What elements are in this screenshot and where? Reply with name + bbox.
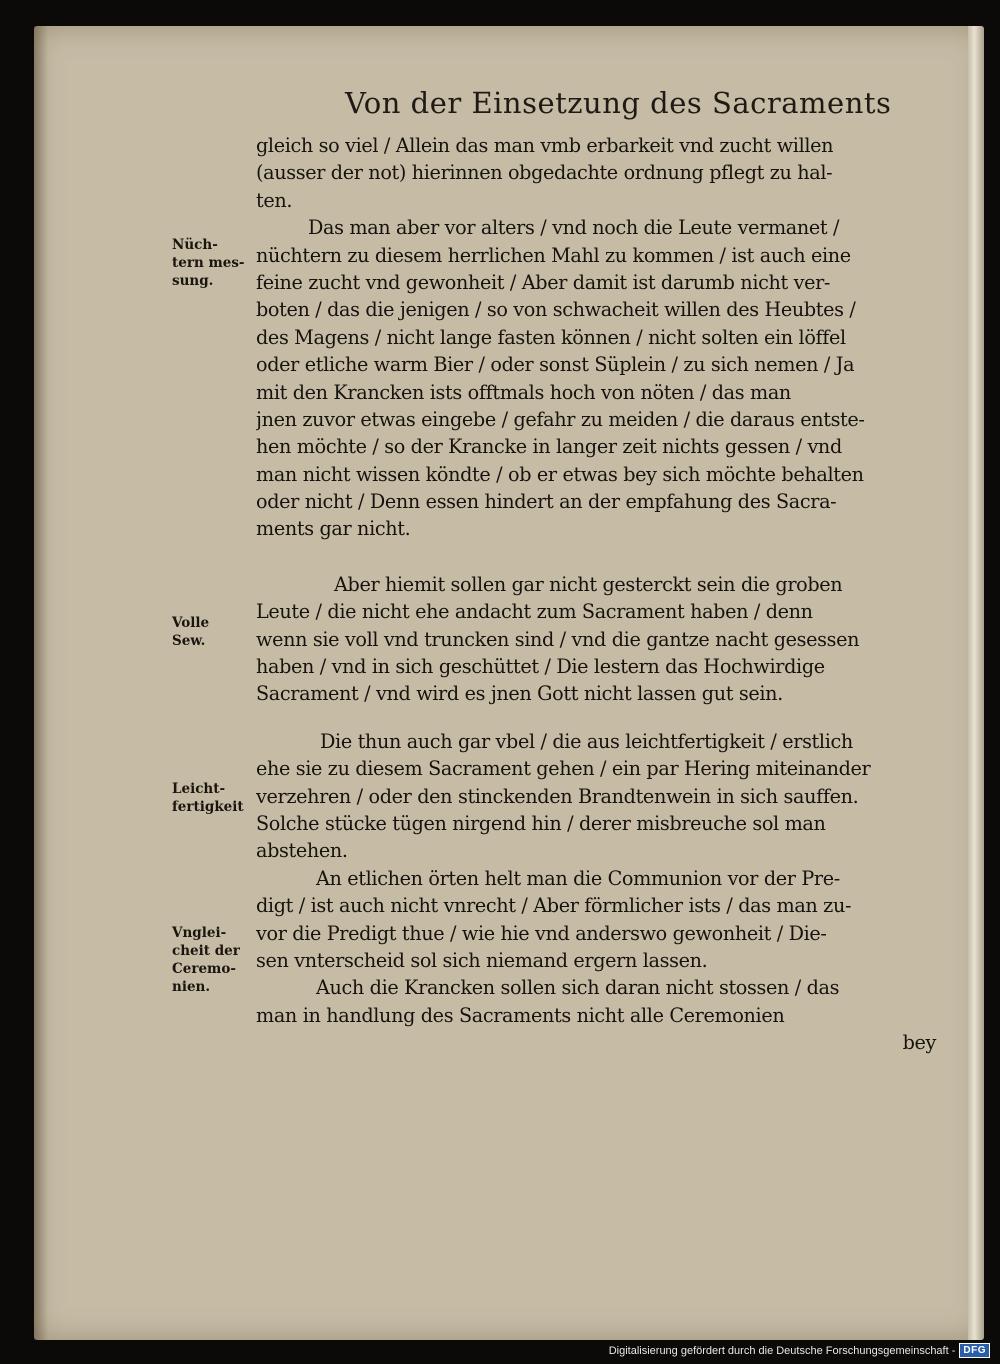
margin-note-line: Sew. bbox=[172, 633, 206, 649]
text-line: digt / ist auch nicht vnrecht / Aber förmlicher ists / das man zu- bbox=[256, 894, 852, 918]
margin-note-line: nien. bbox=[172, 979, 211, 995]
text-line: verzehren / oder den stinckenden Brandtenwein in sich sauffen. bbox=[256, 784, 859, 808]
margin-note-line: fertigkeit bbox=[172, 799, 244, 815]
margin-note-line: tern mes- bbox=[172, 255, 245, 271]
credit-text: Digitalisierung gefördert durch die Deutsche Forschungsgemeinschaft - bbox=[608, 1344, 956, 1357]
text-line: vor die Predigt thue / wie hie vnd anderswo gewonheit / Die- bbox=[256, 921, 827, 945]
gutter-shadow bbox=[34, 26, 48, 1340]
text-line: ehe sie zu diesem Sacrament gehen / ein par Hering miteinander bbox=[256, 757, 871, 781]
text-line: Solche stücke tügen nirgend hin / derer misbreuche sol man bbox=[256, 811, 826, 835]
text-line: mit den Krancken ists offtmals hoch von nöten / das man bbox=[256, 380, 791, 404]
text-line: jnen zuvor etwas eingebe / gefahr zu meiden / die daraus entste- bbox=[256, 407, 865, 431]
margin-note-leichtfertigkeit bbox=[172, 780, 262, 816]
text-line: wenn sie voll vnd truncken sind / vnd die gantze nacht gesessen bbox=[256, 627, 860, 651]
margin-note-volle-sew bbox=[172, 614, 262, 650]
margin-note-line: Ceremo- bbox=[172, 961, 236, 977]
body-text bbox=[256, 132, 938, 1057]
text-line: oder etliche warm Bier / oder sonst Süplein / zu sich nemen / Ja bbox=[256, 353, 855, 377]
text-line: hen möchte / so der Krancke in langer zeit nichts gessen / vnd bbox=[256, 435, 842, 459]
text-line: ments gar nicht. bbox=[256, 517, 411, 541]
text-line: feine zucht vnd gewonheit / Aber damit ist darumb nicht ver- bbox=[256, 270, 831, 294]
text-line: abstehen. bbox=[256, 839, 348, 863]
page-edge bbox=[968, 26, 984, 1340]
text-line: des Magens / nicht lange fasten können / nicht solten ein löffel bbox=[256, 325, 846, 349]
paragraph-start-line: Das man aber vor alters / vnd noch die Leute vermanet / bbox=[308, 216, 840, 240]
margin-note-nuechtern bbox=[172, 236, 262, 290]
text-line: haben / vnd in sich geschüttet / Die lestern das Hochwirdige bbox=[256, 655, 825, 679]
text-line: oder nicht / Denn essen hindert an der empfahung des Sacra- bbox=[256, 490, 837, 514]
paragraph-start-line: Auch die Krancken sollen sich daran nicht stossen / das bbox=[316, 976, 840, 1000]
dfg-logo-icon: DFG bbox=[959, 1343, 990, 1358]
text-line: boten / das die jenigen / so von schwacheit willen des Heubtes / bbox=[256, 298, 856, 322]
text-line: man nicht wissen köndte / ob er etwas bey sich möchte behalten bbox=[256, 462, 864, 486]
text-line: sen vnterscheid sol sich niemand ergern lassen. bbox=[256, 948, 708, 972]
paragraph-start-line: Aber hiemit sollen gar nicht gesterckt sein die groben bbox=[334, 572, 843, 596]
margin-note-line: Vnglei- bbox=[172, 925, 227, 941]
text-line: ten. bbox=[256, 188, 293, 212]
digitization-credit bbox=[609, 1343, 990, 1358]
margin-note-line: Volle bbox=[172, 615, 210, 631]
margin-note-ungleichheit bbox=[172, 924, 262, 996]
text-line: Sacrament / vnd wird es jnen Gott nicht lassen gut sein. bbox=[256, 682, 783, 706]
paragraph-start-line: An etlichen örten helt man die Communion vor der Pre- bbox=[316, 866, 840, 890]
margin-note-line: Leicht- bbox=[172, 781, 226, 797]
margin-note-line: cheit der bbox=[172, 943, 240, 959]
paragraph-start-line: Die thun auch gar vbel / die aus leichtfertigkeit / erstlich bbox=[320, 729, 853, 753]
margin-note-line: sung. bbox=[172, 273, 214, 289]
catchword: bey bbox=[902, 1031, 936, 1055]
text-line: (ausser der not) hierinnen obgedachte ordnung pflegt zu hal- bbox=[256, 161, 833, 185]
text-line: gleich so viel / Allein das man vmb erbarkeit vnd zucht willen bbox=[256, 134, 834, 157]
text-line: man in handlung des Sacraments nicht alle Ceremonien bbox=[256, 1003, 785, 1027]
text-line: Leute / die nicht ehe andacht zum Sacrament haben / denn bbox=[256, 600, 813, 624]
running-head: Von der Einsetzung des Sacraments bbox=[345, 86, 892, 120]
text-line: nüchtern zu diesem herrlichen Mahl zu kommen / ist auch eine bbox=[256, 243, 851, 267]
margin-note-line: Nüch- bbox=[172, 237, 218, 253]
